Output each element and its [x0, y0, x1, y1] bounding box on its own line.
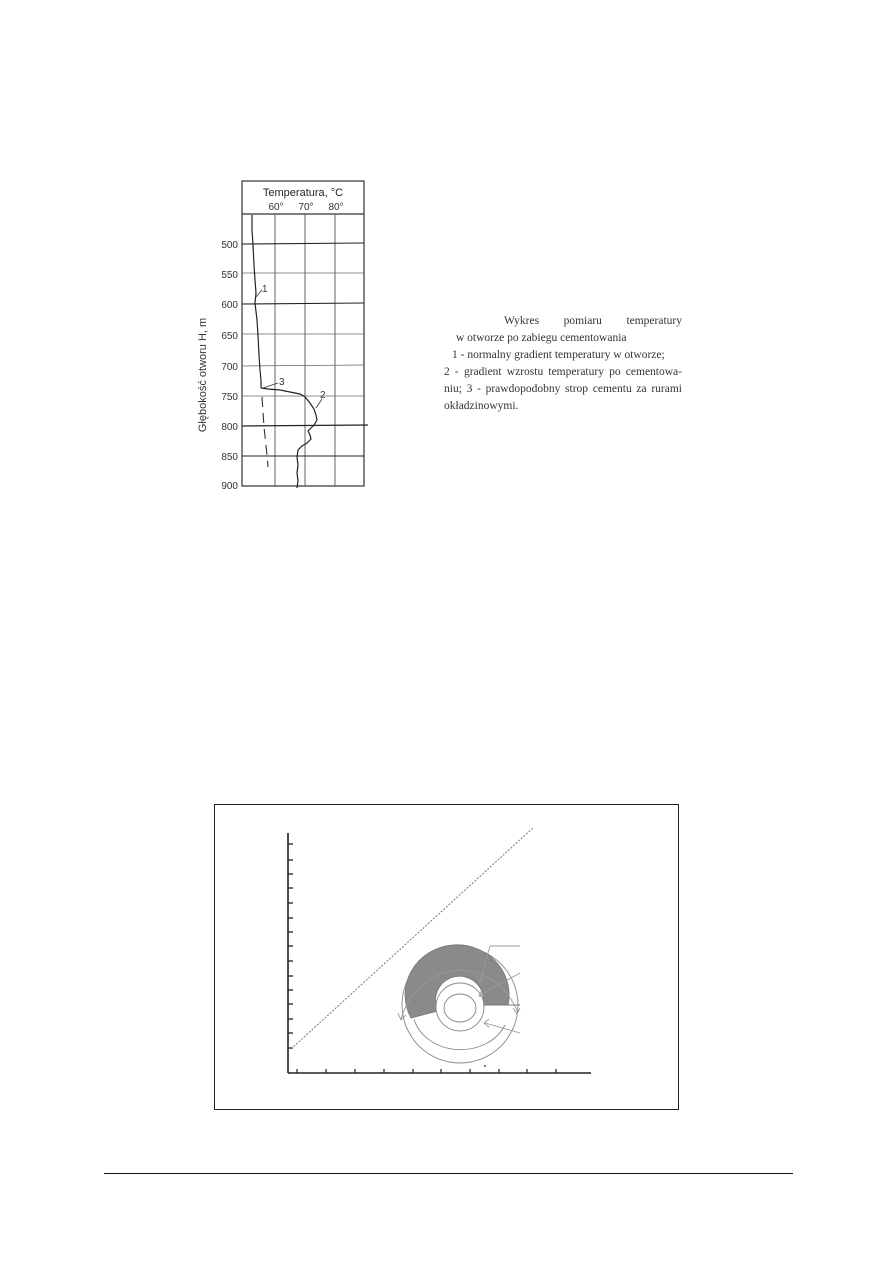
y-tick-850: 850 — [221, 452, 238, 463]
footer-divider — [104, 1173, 793, 1174]
temperature-log-figure — [190, 175, 390, 505]
x-axis-ticks — [297, 1065, 556, 1073]
cement-cross-section-figure — [214, 804, 679, 1110]
x-tick-80: 80° — [328, 202, 344, 213]
caption-word: pomiaru — [563, 315, 602, 327]
x-axis-title: Temperatura, °C — [262, 187, 344, 199]
y-tick-500: 500 — [221, 240, 238, 251]
y-axis-title: Głębokość otworu H, m — [197, 317, 209, 433]
y-tick-900: 900 — [221, 481, 238, 492]
y-tick-600: 600 — [221, 300, 238, 311]
figure-caption — [444, 313, 682, 415]
caption-word: Wykres — [504, 315, 540, 327]
caption-word: temperatury — [626, 315, 682, 327]
caption-item-1: 1 - normalny gradient temperatury w otworze; — [452, 349, 665, 361]
y-tick-700: 700 — [221, 362, 238, 373]
curve-label-3: 3 — [279, 377, 285, 388]
curve-label-1: 1 — [262, 284, 268, 295]
y-tick-750: 750 — [221, 392, 238, 403]
caption-title-line2: w otworze po zabiegu cementowania — [456, 332, 627, 344]
curve-normal-gradient — [252, 215, 261, 388]
y-tick-550: 550 — [221, 270, 238, 281]
cement-cross-section-diagram — [215, 805, 680, 1111]
curve-cementing-gradient — [261, 388, 317, 488]
x-tick-60: 60° — [268, 202, 284, 213]
caption-title-line1 — [444, 313, 682, 330]
y-tick-800: 800 — [221, 422, 238, 433]
wellbore-cross-section — [398, 945, 520, 1063]
x-tick-70: 70° — [298, 202, 314, 213]
y-tick-650: 650 — [221, 331, 238, 342]
temperature-log-chart — [190, 175, 390, 505]
caption-item-2: 2 - gradient wzrostu temperatury po cementowa-niu; 3 - prawdopodobny strop cementu za rurami okładzinowymi. — [444, 366, 682, 412]
curve-label-2: 2 — [320, 390, 326, 401]
